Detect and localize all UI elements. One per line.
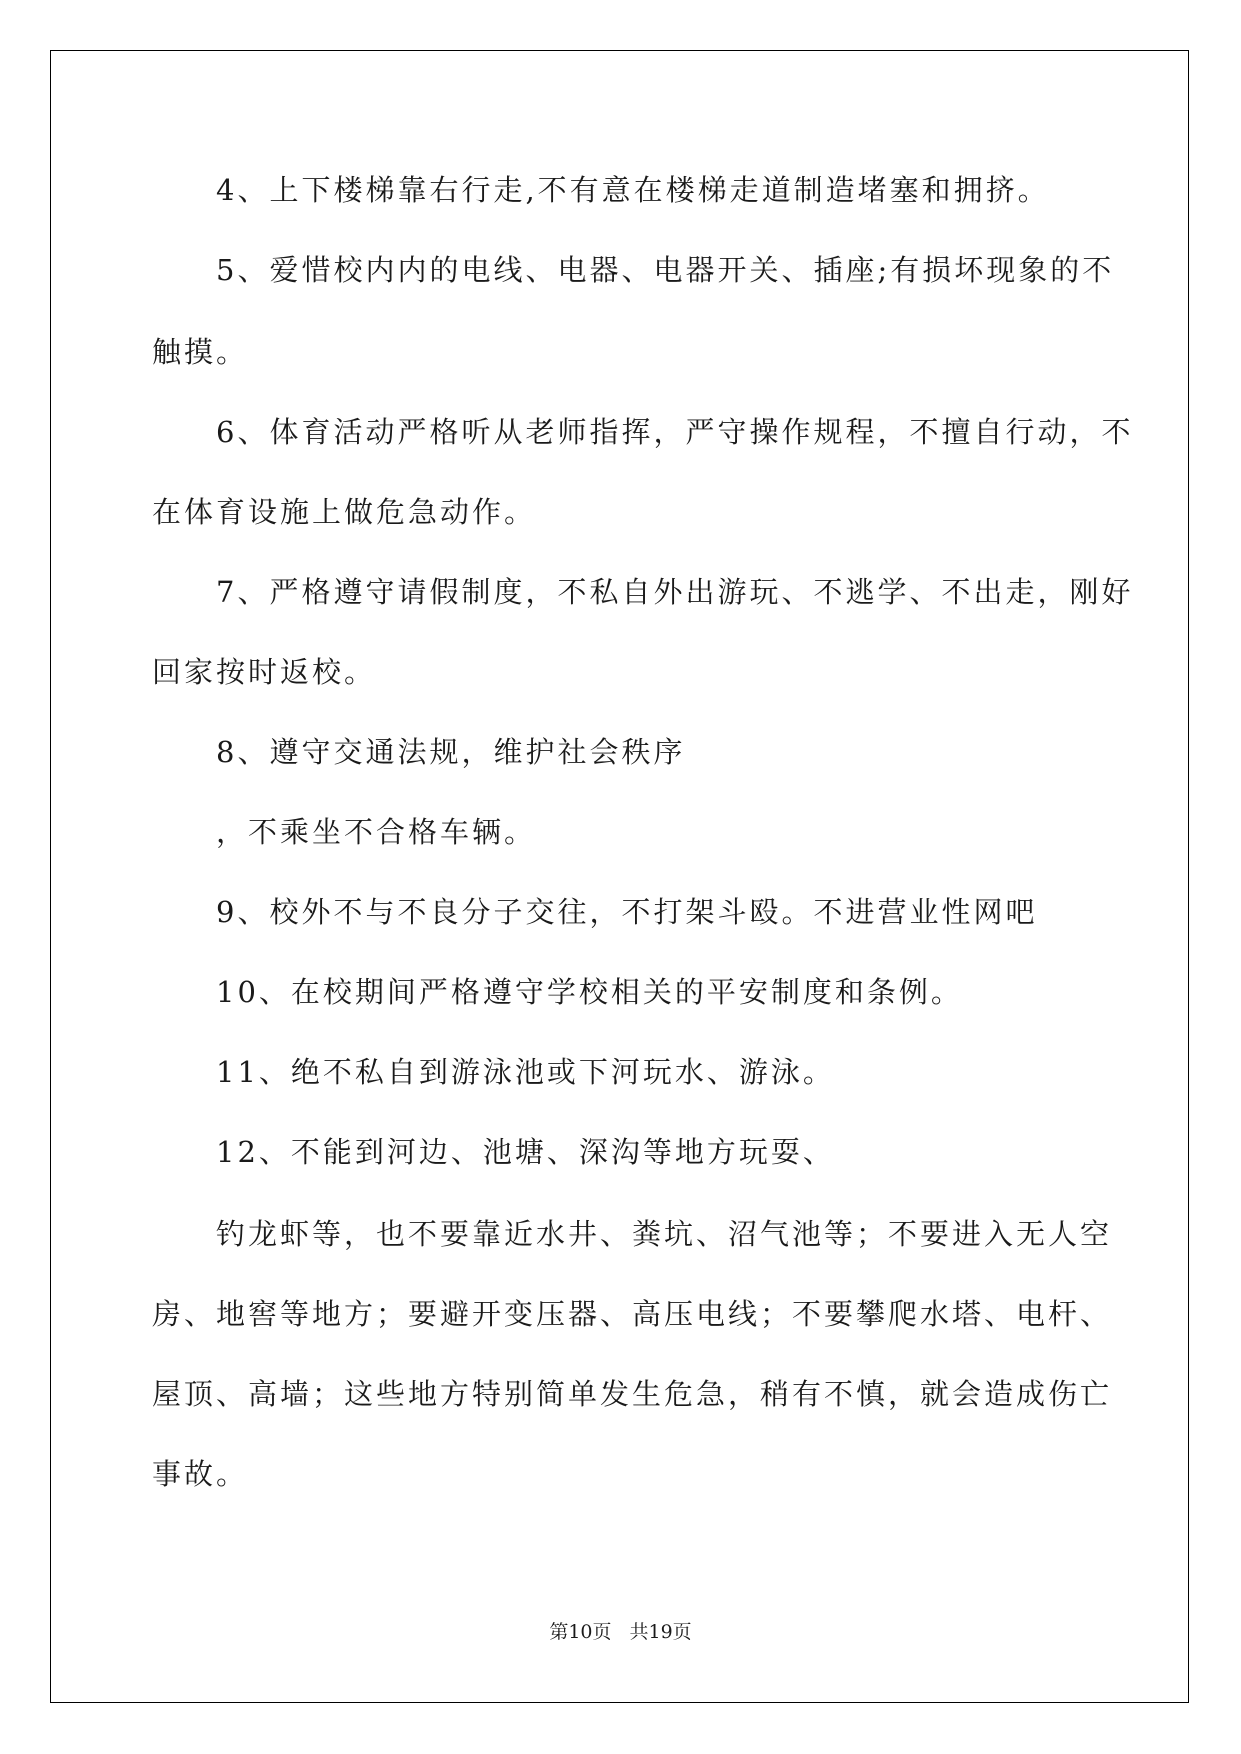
page-number: 第10页 [549,1621,612,1643]
text-line: 触摸。 [152,335,249,369]
text-line: 事故。 [152,1457,249,1491]
text-line: 12、不能到河边、池塘、深沟等地方玩耍、 [152,1135,835,1169]
text-line: 屋顶、高墙；这些地方特别简单发生危急，稍有不慎，就会造成伤亡 [152,1377,1113,1411]
text-line: 10、在校期间严格遵守学校相关的平安制度和条例。 [152,975,963,1009]
text-line: 4、上下楼梯靠右行走,不有意在楼梯走道制造堵塞和拥挤。 [152,173,1050,207]
text-line: 8、遵守交通法规，维护社会秩序 [152,735,686,769]
page-total: 共19页 [629,1621,692,1643]
text-line: 11、绝不私自到游泳池或下河玩水、游泳。 [152,1055,835,1089]
text-line: 回家按时返校。 [152,655,377,689]
text-line: 6、体育活动严格听从老师指挥，严守操作规程，不擅自行动，不 [152,415,1134,449]
text-line: 钓龙虾等，也不要靠近水井、粪坑、沼气池等；不要进入无人空 [152,1217,1113,1251]
text-line: 9、校外不与不良分子交往，不打架斗殴。不进营业性网吧 [152,895,1038,929]
text-line: ，不乘坐不合格车辆。 [152,815,537,849]
page-footer [0,1620,1241,1644]
text-line: 5、爱惜校内内的电线、电器、电器开关、插座;有损坏现象的不 [152,253,1115,287]
text-line: 7、严格遵守请假制度，不私自外出游玩、不逃学、不出走，刚好 [152,575,1134,609]
text-line: 在体育设施上做危急动作。 [152,495,537,529]
text-line: 房、地窖等地方；要避开变压器、高压电线；不要攀爬水塔、电杆、 [152,1297,1113,1331]
